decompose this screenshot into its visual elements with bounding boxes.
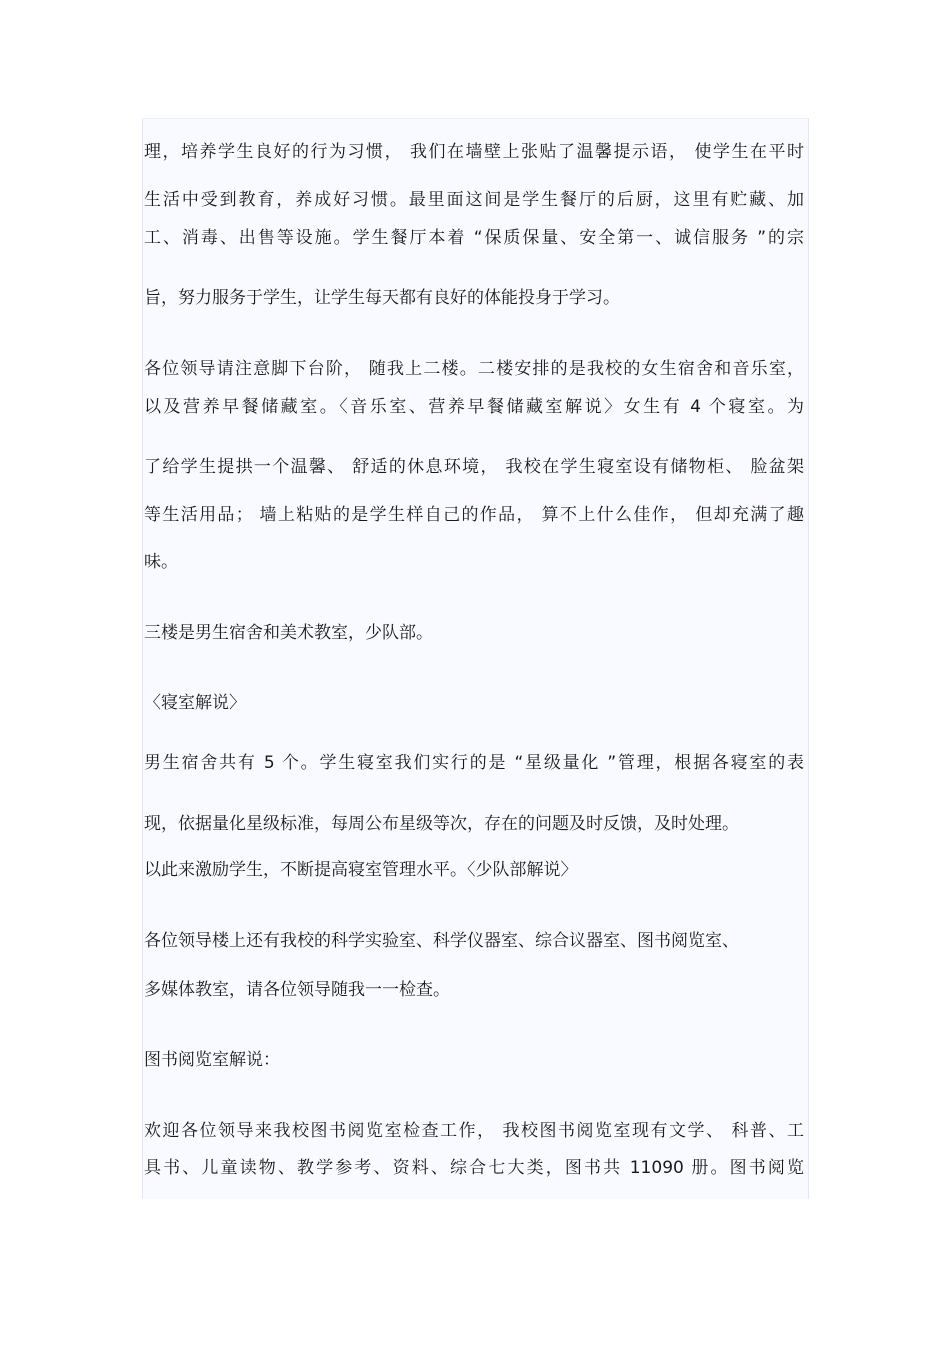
text-line: 以此来激励学生，不断提高寝室管理水平。〈少队部解说〉: [144, 860, 578, 880]
text-line: 〈寝室解说〉: [144, 693, 246, 713]
text-line: 了给学生提拱一个温馨、 舒适的休息环境， 我校在学生寝室设有储物柜、 脸盆架: [144, 457, 804, 477]
text-line: 具书、儿童读物、教学参考、资料、综合七大类，图书共 11090 册。图书阅览: [144, 1158, 804, 1178]
text-line: 图书阅览室解说：: [144, 1050, 280, 1070]
text-line: 多媒体教室，请各位领导随我一一检查。: [144, 980, 450, 1000]
text-line: 男生宿舍共有 5 个。学生寝室我们实行的是 “星级量化 ”管理，根据各寝室的表: [144, 753, 804, 773]
text-line: 生活中受到教育，养成好习惯。最里面这间是学生餐厅的后厨，这里有贮藏、加: [144, 190, 804, 210]
text-line: 欢迎各位领导来我校图书阅览室检查工作， 我校图书阅览室现有文学、 科普、工: [144, 1121, 804, 1141]
text-line: 三楼是男生宿舍和美术教室，少队部。: [144, 623, 433, 643]
text-line: 工、消毒、出售等设施。学生餐厅本着 “保质保量、安全第一、诚信服务 ”的宗: [144, 228, 804, 248]
text-line: 旨，努力服务于学生，让学生每天都有良好的体能投身于学习。: [144, 288, 620, 308]
document-page: [142, 118, 809, 1199]
text-line: 现，依据量化星级标准，每周公布星级等次，存在的问题及时反馈，及时处理。: [144, 814, 739, 834]
text-line: 等生活用品； 墙上粘贴的是学生样自己的作品， 算不上什么佳作， 但却充满了趣: [144, 505, 804, 525]
text-line: 各位领导楼上还有我校的科学实验室、科学仪器室、综合议器室、图书阅览室、: [144, 931, 739, 951]
text-line: 味。: [144, 552, 178, 572]
text-line: 理，培养学生良好的行为习惯， 我们在墙壁上张贴了温馨提示语， 使学生在平时: [144, 142, 804, 162]
text-line: 各位领导请注意脚下台阶， 随我上二楼。二楼安排的是我校的女生宿舍和音乐室，: [144, 359, 804, 379]
text-line: 以及营养早餐储藏室。〈音乐室、营养早餐储藏室解说〉女生有 4 个寝室。为: [144, 397, 804, 417]
